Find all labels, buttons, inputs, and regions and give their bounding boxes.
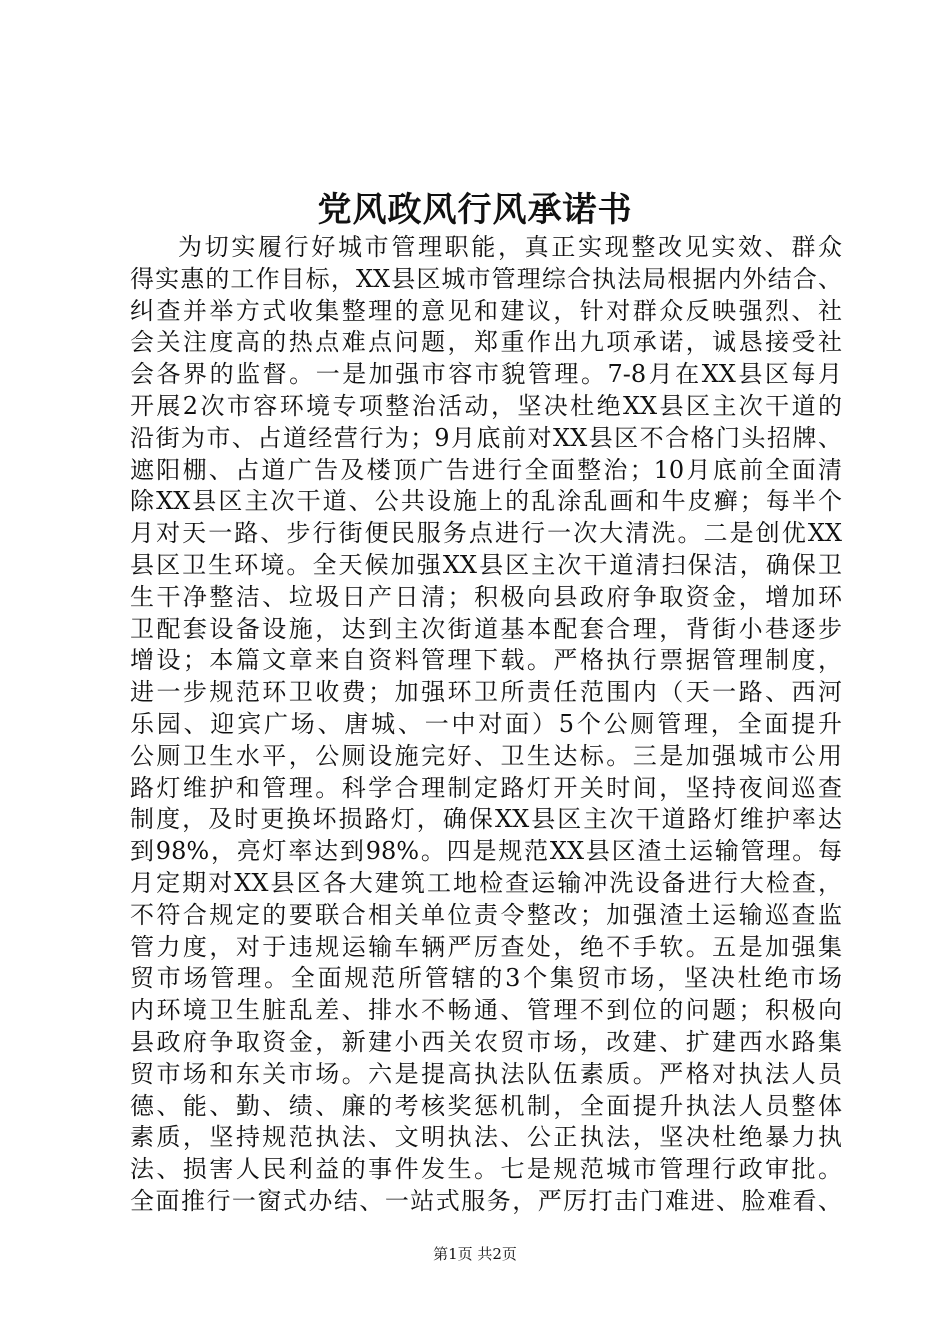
body-line: 乐园、迎宾广场、唐城、一中对面）5个公厕管理，全面提升 [130, 709, 842, 738]
body-line: 公厕卫生水平，公厕设施完好、卫生达标。三是加强城市公用 [130, 741, 842, 770]
body-line: 路灯维护和管理。科学合理制定路灯开关时间，坚持夜间巡查 [130, 773, 842, 802]
body-line: 增设；本篇文章来自资料管理下载。严格执行票据管理制度， [130, 646, 842, 675]
body-line: 得实惠的工作目标，XX县区城市管理综合执法局根据内外结合、 [130, 264, 842, 293]
body-line: 开展2次市容环境专项整治活动，坚决杜绝XX县区主次干道的 [130, 391, 842, 420]
body-line: 贸市场管理。全面规范所管辖的3个集贸市场，坚决杜绝市场 [130, 964, 842, 993]
body-line: 法、损害人民利益的事件发生。七是规范城市管理行政审批。 [130, 1155, 842, 1184]
body-line: 卫配套设备设施，达到主次街道基本配套合理，背街小巷逐步 [130, 614, 842, 643]
body-line: 会关注度高的热点难点问题，郑重作出九项承诺，诚恳接受社 [130, 328, 842, 357]
body-line: 贸市场和东关市场。六是提高执法队伍素质。严格对执法人员 [130, 1059, 842, 1088]
body-line: 月定期对XX县区各大建筑工地检查运输冲洗设备进行大检查， [130, 868, 842, 897]
body-line: 沿街为市、占道经营行为；9月底前对XX县区不合格门头招牌、 [130, 423, 842, 452]
document-body [130, 232, 842, 1218]
body-line: 会各界的监督。一是加强市容市貌管理。7-8月在XX县区每月 [130, 360, 842, 389]
body-line: 德、能、勤、绩、廉的考核奖惩机制，全面提升执法人员整体 [130, 1091, 842, 1120]
body-line: 县区卫生环境。全天候加强XX县区主次干道清扫保洁，确保卫 [130, 550, 842, 579]
body-line: 素质，坚持规范执法、文明执法、公正执法，坚决杜绝暴力执 [130, 1123, 842, 1152]
body-line: 制度，及时更换坏损路灯，确保XX县区主次干道路灯维护率达 [130, 805, 842, 834]
body-line: 为切实履行好城市管理职能，真正实现整改见实效、群众 [178, 233, 842, 261]
body-line: 全面推行一窗式办结、一站式服务，严厉打击门难进、脸难看、 [130, 1186, 842, 1215]
body-line: 月对天一路、步行街便民服务点进行一次大清洗。二是创优XX [130, 519, 842, 548]
body-line: 进一步规范环卫收费；加强环卫所责任范围内（天一路、西河 [130, 678, 842, 707]
body-line: 管力度，对于违规运输车辆严厉查处，绝不手软。五是加强集 [130, 932, 842, 961]
body-line: 生干净整洁、垃圾日产日清；积极向县政府争取资金，增加环 [130, 582, 842, 611]
body-line: 县政府争取资金，新建小西关农贸市场，改建、扩建西水路集 [130, 1027, 842, 1056]
body-line: 纠查并举方式收集整理的意见和建议，针对群众反映强烈、社 [130, 296, 842, 325]
page-number-footer: 第1页 共2页 [433, 1245, 517, 1263]
body-line: 遮阳棚、占道广告及楼顶广告进行全面整治；10月底前全面清 [130, 455, 842, 484]
body-line: 到98%，亮灯率达到98%。四是规范XX县区渣土运输管理。每 [130, 837, 842, 866]
body-line: 内环境卫生脏乱差、排水不畅通、管理不到位的问题；积极向 [130, 996, 842, 1025]
body-line: 除XX县区主次干道、公共设施上的乱涂乱画和牛皮癣；每半个 [130, 487, 842, 516]
body-line: 不符合规定的要联合相关单位责令整改；加强渣土运输巡查监 [130, 900, 842, 929]
document-title: 党风政风行风承诺书 [317, 190, 633, 230]
